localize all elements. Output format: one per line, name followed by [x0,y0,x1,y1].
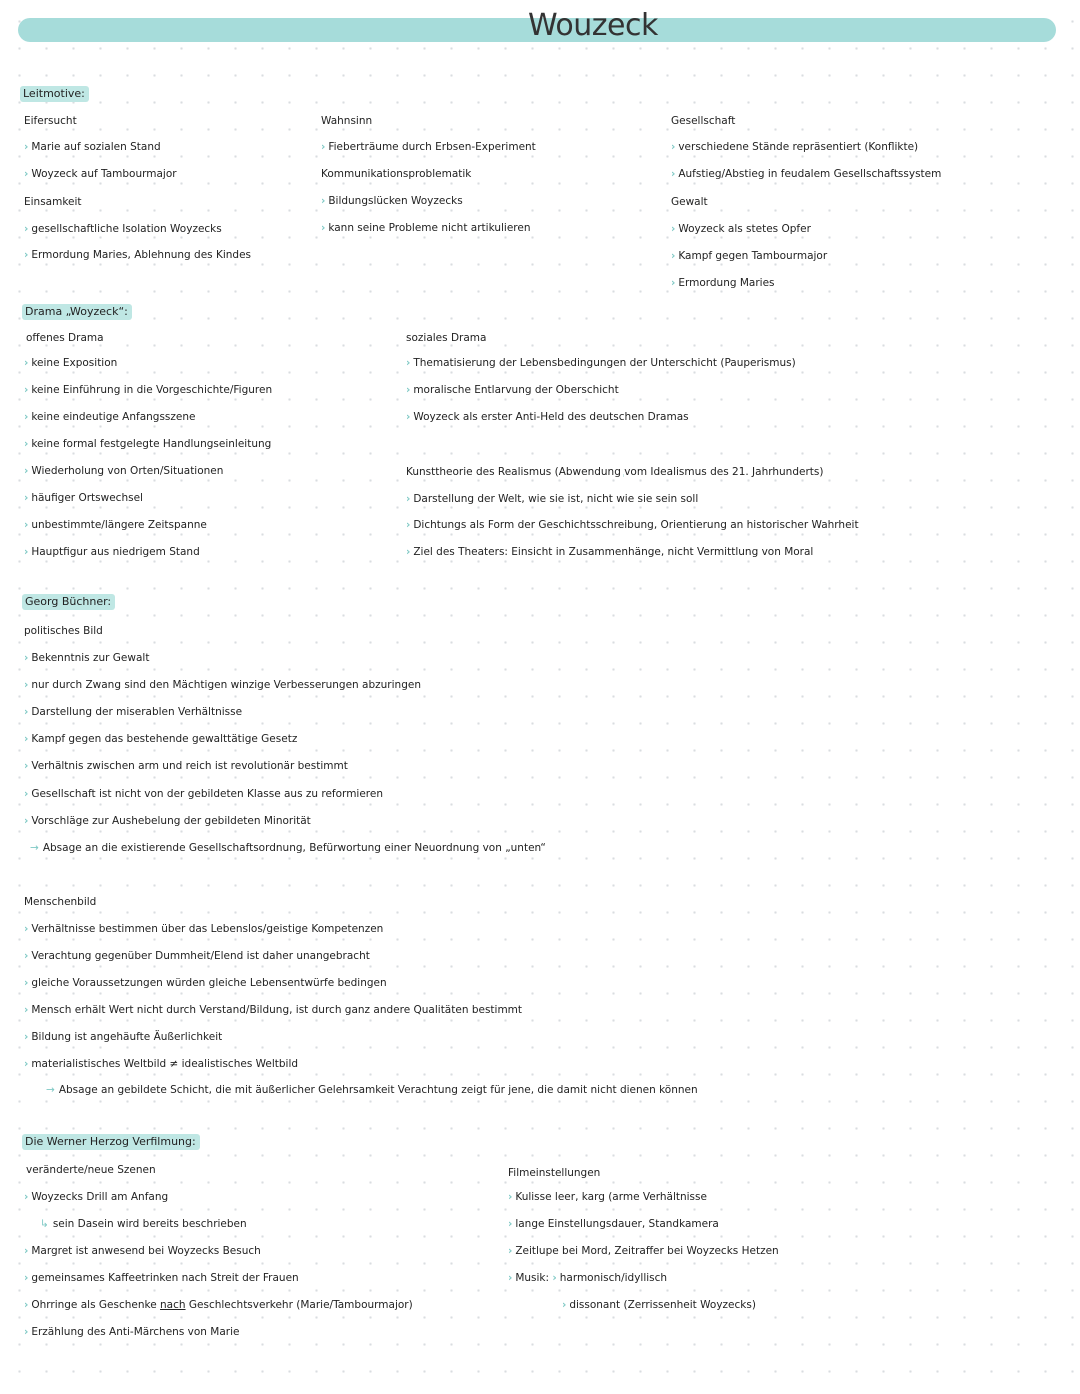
arrow-icon: › [24,652,29,664]
list-item: › Ziel des Theaters: Einsicht in Zusammenhänge, nicht Vermittlung von Moral [406,546,814,558]
arrow-icon: › [321,195,326,207]
list-item: › dissonant (Zerrissenheit Woyzecks) [562,1299,756,1311]
page-title: Wouzeck [528,8,658,43]
arrow-icon: › [562,1299,567,1311]
list-item: › unbestimmte/längere Zeitspanne [24,519,207,531]
arrow-icon: › [24,465,29,477]
politisches-bild-title: politisches Bild [24,625,103,637]
list-item: › nur durch Zwang sind den Mächtigen winzige Verbesserungen abzuringen [24,679,421,691]
arrow-icon: › [24,815,29,827]
arrow-icon: › [24,357,29,369]
list-item: › Bildungslücken Woyzecks [321,195,463,207]
list-item: › Margret ist anwesend bei Woyzecks Besuch [24,1245,261,1257]
list-item: › verschiedene Stände repräsentiert (Konflikte) [671,141,919,153]
soziales-drama-title: soziales Drama [406,332,487,344]
arrow-icon: › [24,1326,29,1338]
wahnsinn-title: Wahnsinn [321,115,373,127]
gewalt-title: Gewalt [671,196,708,208]
arrow-icon: › [671,277,676,289]
arrow-icon: › [406,411,411,423]
list-item: › moralische Entlarvung der Oberschicht [406,384,619,396]
kunsttheorie-title: Kunsttheorie des Realismus (Abwendung vom Idealismus des 21. Jahrhunderts) [406,466,824,478]
arrow-icon: › [508,1191,513,1203]
arrow-icon: › [24,519,29,531]
leitmotive-heading: Leitmotive: [20,86,89,102]
list-item: › Woyzecks Drill am Anfang [24,1191,169,1203]
arrow-icon: › [671,168,676,180]
list-item: › Bekenntnis zur Gewalt [24,652,150,664]
arrow-icon: › [508,1218,513,1230]
list-item: › kann seine Probleme nicht artikulieren [321,222,531,234]
arrow-icon: › [671,250,676,262]
list-item: › Ermordung Maries, Ablehnung des Kindes [24,249,252,261]
arrow-icon: › [24,1299,29,1311]
list-item: › Bildung ist angehäufte Äußerlichkeit [24,1031,223,1043]
list-item: › Erzählung des Anti-Märchens von Marie [24,1326,240,1338]
arrow-icon: › [508,1245,513,1257]
list-item: › gleiche Voraussetzungen würden gleiche Lebensentwürfe bedingen [24,977,387,989]
list-item: › Darstellung der miserablen Verhältnisse [24,706,243,718]
list-item: › Musik: › harmonisch/idyllisch [508,1272,668,1284]
list-item: ↳ sein Dasein wird bereits beschrieben [40,1218,247,1230]
arrow-icon: › [24,168,29,180]
list-item: › Zeitlupe bei Mord, Zeitraffer bei Woyzecks Hetzen [508,1245,779,1257]
list-item: › Wiederholung von Orten/Situationen [24,465,224,477]
arrow-icon: › [406,357,411,369]
list-item: › Kulisse leer, karg (arme Verhältnisse [508,1191,707,1203]
arrow-icon: › [671,223,676,235]
list-item: › häufiger Ortswechsel [24,492,143,504]
arrow-icon: › [321,222,326,234]
arrow-icon: › [24,1004,29,1016]
arrow-icon: › [24,1191,29,1203]
arrow-right-icon: → [30,842,39,854]
list-item: › Verachtung gegenüber Dummheit/Elend ist daher unangebracht [24,950,370,962]
list-item: › materialistisches Weltbild ≠ idealistisches Weltbild [24,1058,299,1070]
arrow-icon: › [24,249,29,261]
list-item: › keine eindeutige Anfangsszene [24,411,196,423]
filmeinstellungen-title: Filmeinstellungen [508,1167,601,1179]
list-item: › Marie auf sozialen Stand [24,141,161,153]
list-item: › Ermordung Maries [671,277,775,289]
kommunikation-title: Kommunikationsproblematik [321,168,472,180]
arrow-icon: › [24,950,29,962]
arrow-icon: › [24,223,29,235]
list-item: › Woyzeck als erster Anti-Held des deutschen Dramas [406,411,689,423]
list-item: › Ohrringe als Geschenke nach Geschlechtsverkehr (Marie/Tambourmajor) [24,1299,413,1311]
list-item: › Mensch erhält Wert nicht durch Verstand/Bildung, ist durch ganz andere Qualitäten bestimmt [24,1004,523,1016]
menschenbild-title: Menschenbild [24,896,97,908]
list-item: › Hauptfigur aus niedrigem Stand [24,546,200,558]
drama-heading: Drama „Woyzeck“: [22,304,132,320]
arrow-icon: › [24,788,29,800]
gesellschaft-title: Gesellschaft [671,115,736,127]
einsamkeit-title: Einsamkeit [24,196,82,208]
arrow-icon: › [24,1245,29,1257]
arrow-icon: › [321,141,326,153]
list-item: › gemeinsames Kaffeetrinken nach Streit der Frauen [24,1272,299,1284]
arrow-icon: › [24,706,29,718]
offenes-drama-title: offenes Drama [26,332,104,344]
list-item: › Verhältnisse bestimmen über das Lebenslos/geistige Kompetenzen [24,923,384,935]
arrow-icon: › [508,1272,513,1284]
list-item: › Dichtungs als Form der Geschichtsschreibung, Orientierung an historischer Wahrheit [406,519,859,531]
list-item: › Thematisierung der Lebensbedingungen der Unterschicht (Pauperismus) [406,357,796,369]
list-item: › Aufstieg/Abstieg in feudalem Gesellschaftssystem [671,168,942,180]
buechner-heading: Georg Büchner: [22,594,115,610]
conclusion: → Absage an die existierende Gesellschaftsordnung, Befürwortung einer Neuordnung von „unten“ [30,842,546,854]
arrow-icon: › [24,923,29,935]
arrow-icon: › [406,384,411,396]
list-item: › keine formal festgelegte Handlungseinleitung [24,438,272,450]
return-arrow-icon: ↳ [40,1218,49,1230]
szenen-title: veränderte/neue Szenen [26,1164,156,1176]
list-item: › gesellschaftliche Isolation Woyzecks [24,223,222,235]
list-item: › lange Einstellungsdauer, Standkamera [508,1218,719,1230]
arrow-icon: › [24,679,29,691]
arrow-icon: › [671,141,676,153]
list-item: › Kampf gegen Tambourmajor [671,250,828,262]
arrow-icon: › [24,760,29,772]
arrow-icon: › [24,492,29,504]
arrow-icon: › [24,384,29,396]
arrow-icon: › [406,546,411,558]
list-item: › Kampf gegen das bestehende gewalttätige Gesetz [24,733,298,745]
eifersucht-title: Eifersucht [24,115,77,127]
arrow-icon: › [24,1031,29,1043]
arrow-icon: › [406,493,411,505]
list-item: › Fieberträume durch Erbsen-Experiment [321,141,536,153]
arrow-icon: › [24,977,29,989]
list-item: › Darstellung der Welt, wie sie ist, nicht wie sie sein soll [406,493,699,505]
arrow-right-icon: → [46,1084,55,1096]
list-item: › keine Einführung in die Vorgeschichte/Figuren [24,384,273,396]
arrow-icon: › [24,1272,29,1284]
list-item: › Verhältnis zwischen arm und reich ist revolutionär bestimmt [24,760,348,772]
arrow-icon: › [24,411,29,423]
arrow-icon: › [24,733,29,745]
list-item: › Woyzeck auf Tambourmajor [24,168,177,180]
list-item: › Vorschläge zur Aushebelung der gebildeten Minorität [24,815,311,827]
arrow-icon: › [406,519,411,531]
arrow-icon: › [24,141,29,153]
herzog-heading: Die Werner Herzog Verfilmung: [22,1134,200,1150]
arrow-icon: › [24,546,29,558]
arrow-icon: › [552,1272,557,1284]
arrow-icon: › [24,438,29,450]
list-item: › Gesellschaft ist nicht von der gebildeten Klasse aus zu reformieren [24,788,383,800]
arrow-icon: › [24,1058,29,1070]
list-item: › Woyzeck als stetes Opfer [671,223,811,235]
list-item: › keine Exposition [24,357,118,369]
conclusion: → Absage an gebildete Schicht, die mit äußerlicher Gelehrsamkeit Verachtung zeigt für jene, die damit nicht dienen können [46,1084,698,1096]
